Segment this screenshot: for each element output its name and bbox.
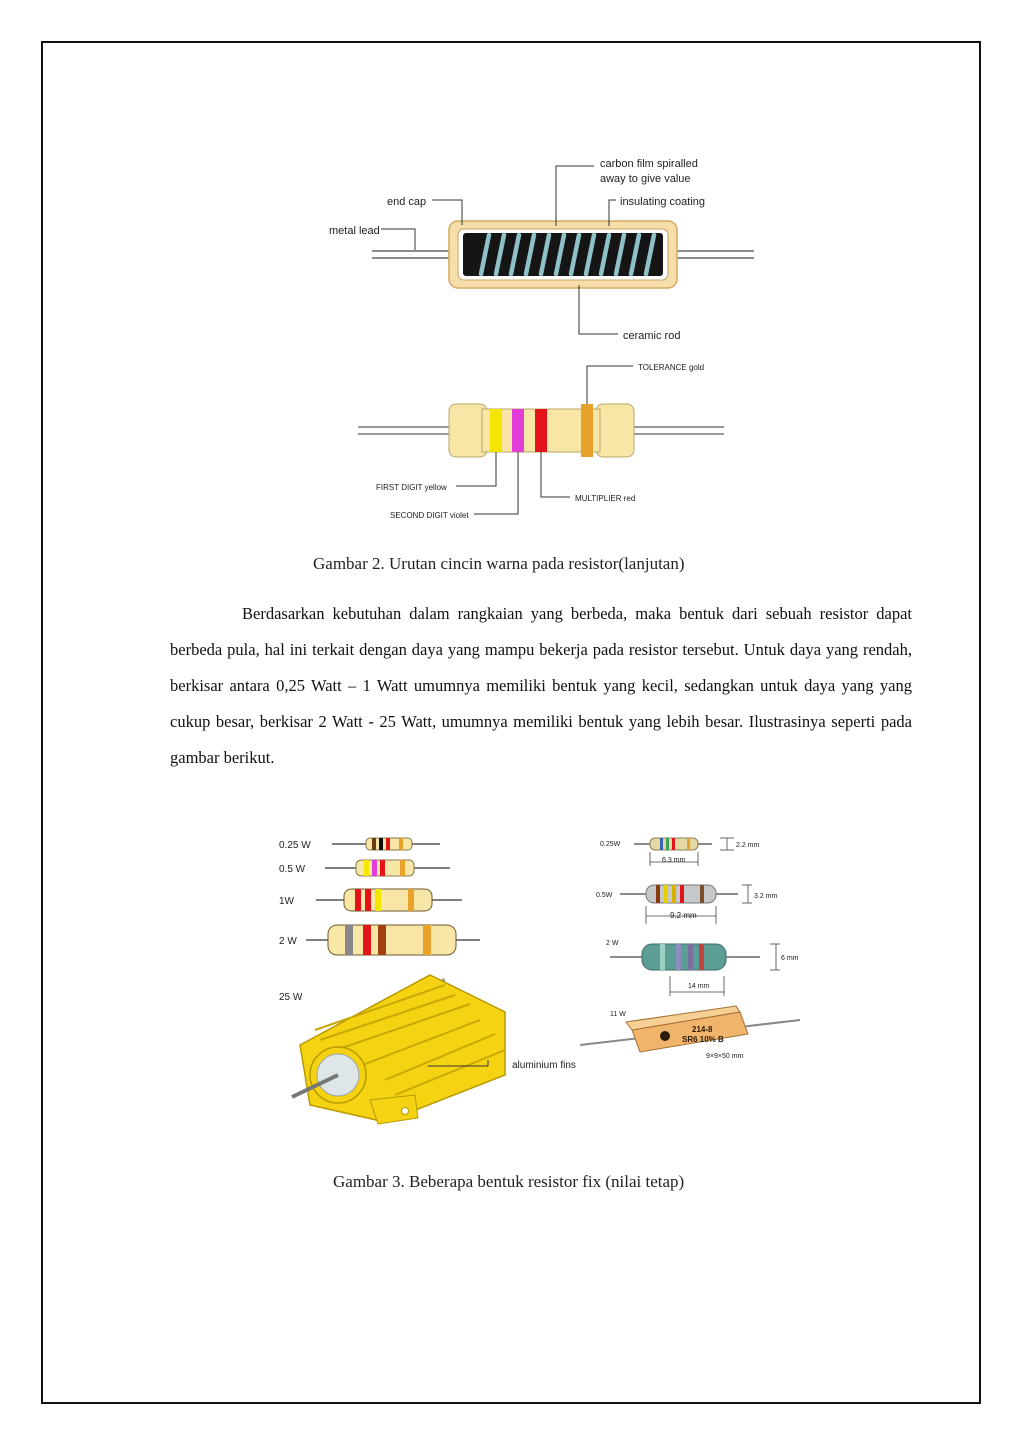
resistor-sizes-left [279, 838, 576, 1124]
label-carbon-film: carbon film spiralled [600, 158, 698, 170]
label-end-cap: end cap [387, 196, 427, 208]
label-r-11w: 11 W [610, 1011, 626, 1018]
label-code-2: SR6 10% B [682, 1035, 724, 1044]
label-metal-lead: metal lead [329, 225, 380, 237]
label-1w: 1W [279, 896, 294, 907]
label-025w: 0.25 W [279, 840, 311, 851]
body-paragraph: Berdasarkan kebutuhan dalam rangkaian yang berbeda, maka bentuk dari sebuah resistor dapat berbeda pula, hal ini terkait dengan daya yang mampu bekerja pada resistor tersebut. Untuk daya yang rendah, berkisar antara 0,25 Watt – 1 Watt umumnya memiliki bentuk yang kecil, sedangkan untuk daya yang yang cukup besar, berkisar 2 Watt - 25 Watt, umumnya memiliki bentuk yang lebih besar. Ilustrasinya seperti pada gambar berikut. [170, 604, 912, 767]
label-05w: 0.5 W [279, 864, 306, 875]
label-carbon-film-2: away to give value [600, 173, 691, 185]
band-first-digit [490, 409, 502, 452]
label-insulating-coating: insulating coating [620, 196, 706, 208]
label-3-2mm: 3.2 mm [754, 893, 778, 900]
label-first-digit: FIRST DIGIT yellow [376, 483, 447, 492]
resistor-dimensions-right [580, 838, 800, 1060]
label-25w: 25 W [279, 992, 303, 1003]
label-ceramic-rod: ceramic rod [623, 330, 681, 342]
label-r-025w: 0.25W [600, 841, 621, 848]
label-14mm: 14 mm [688, 983, 710, 990]
figure-3-caption: Gambar 3. Beberapa bentuk resistor fix (nilai tetap) [333, 1172, 685, 1191]
band-multiplier [535, 409, 547, 452]
label-second-digit: SECOND DIGIT violet [390, 511, 469, 520]
label-multiplier: MULTIPLIER red [575, 494, 636, 503]
label-2-2mm: 2.2 mm [736, 842, 760, 849]
label-2w: 2 W [279, 936, 297, 947]
label-r-2w: 2 W [606, 940, 619, 947]
label-9x9x50mm: 9×9×50 mm [706, 1053, 744, 1060]
band-second-digit [512, 409, 524, 452]
label-code-1: 214-8 [692, 1025, 713, 1034]
label-6-3mm: 6.3 mm [662, 857, 686, 864]
aluminium-housed-resistor [292, 975, 505, 1124]
label-tolerance: TOLERANCE gold [638, 363, 705, 372]
band-tolerance [581, 404, 593, 457]
color-band-resistor-diagram [358, 363, 724, 520]
label-aluminium-fins: aluminium fins [512, 1060, 576, 1071]
figure-2-caption: Gambar 2. Urutan cincin warna pada resistor(lanjutan) [313, 554, 685, 573]
carbon-film-resistor-diagram [329, 158, 754, 342]
label-6mm: 6 mm [781, 955, 799, 962]
label-r-05w: 0.5W [596, 892, 613, 899]
label-9-2mm: 9.2 mm [670, 911, 697, 920]
